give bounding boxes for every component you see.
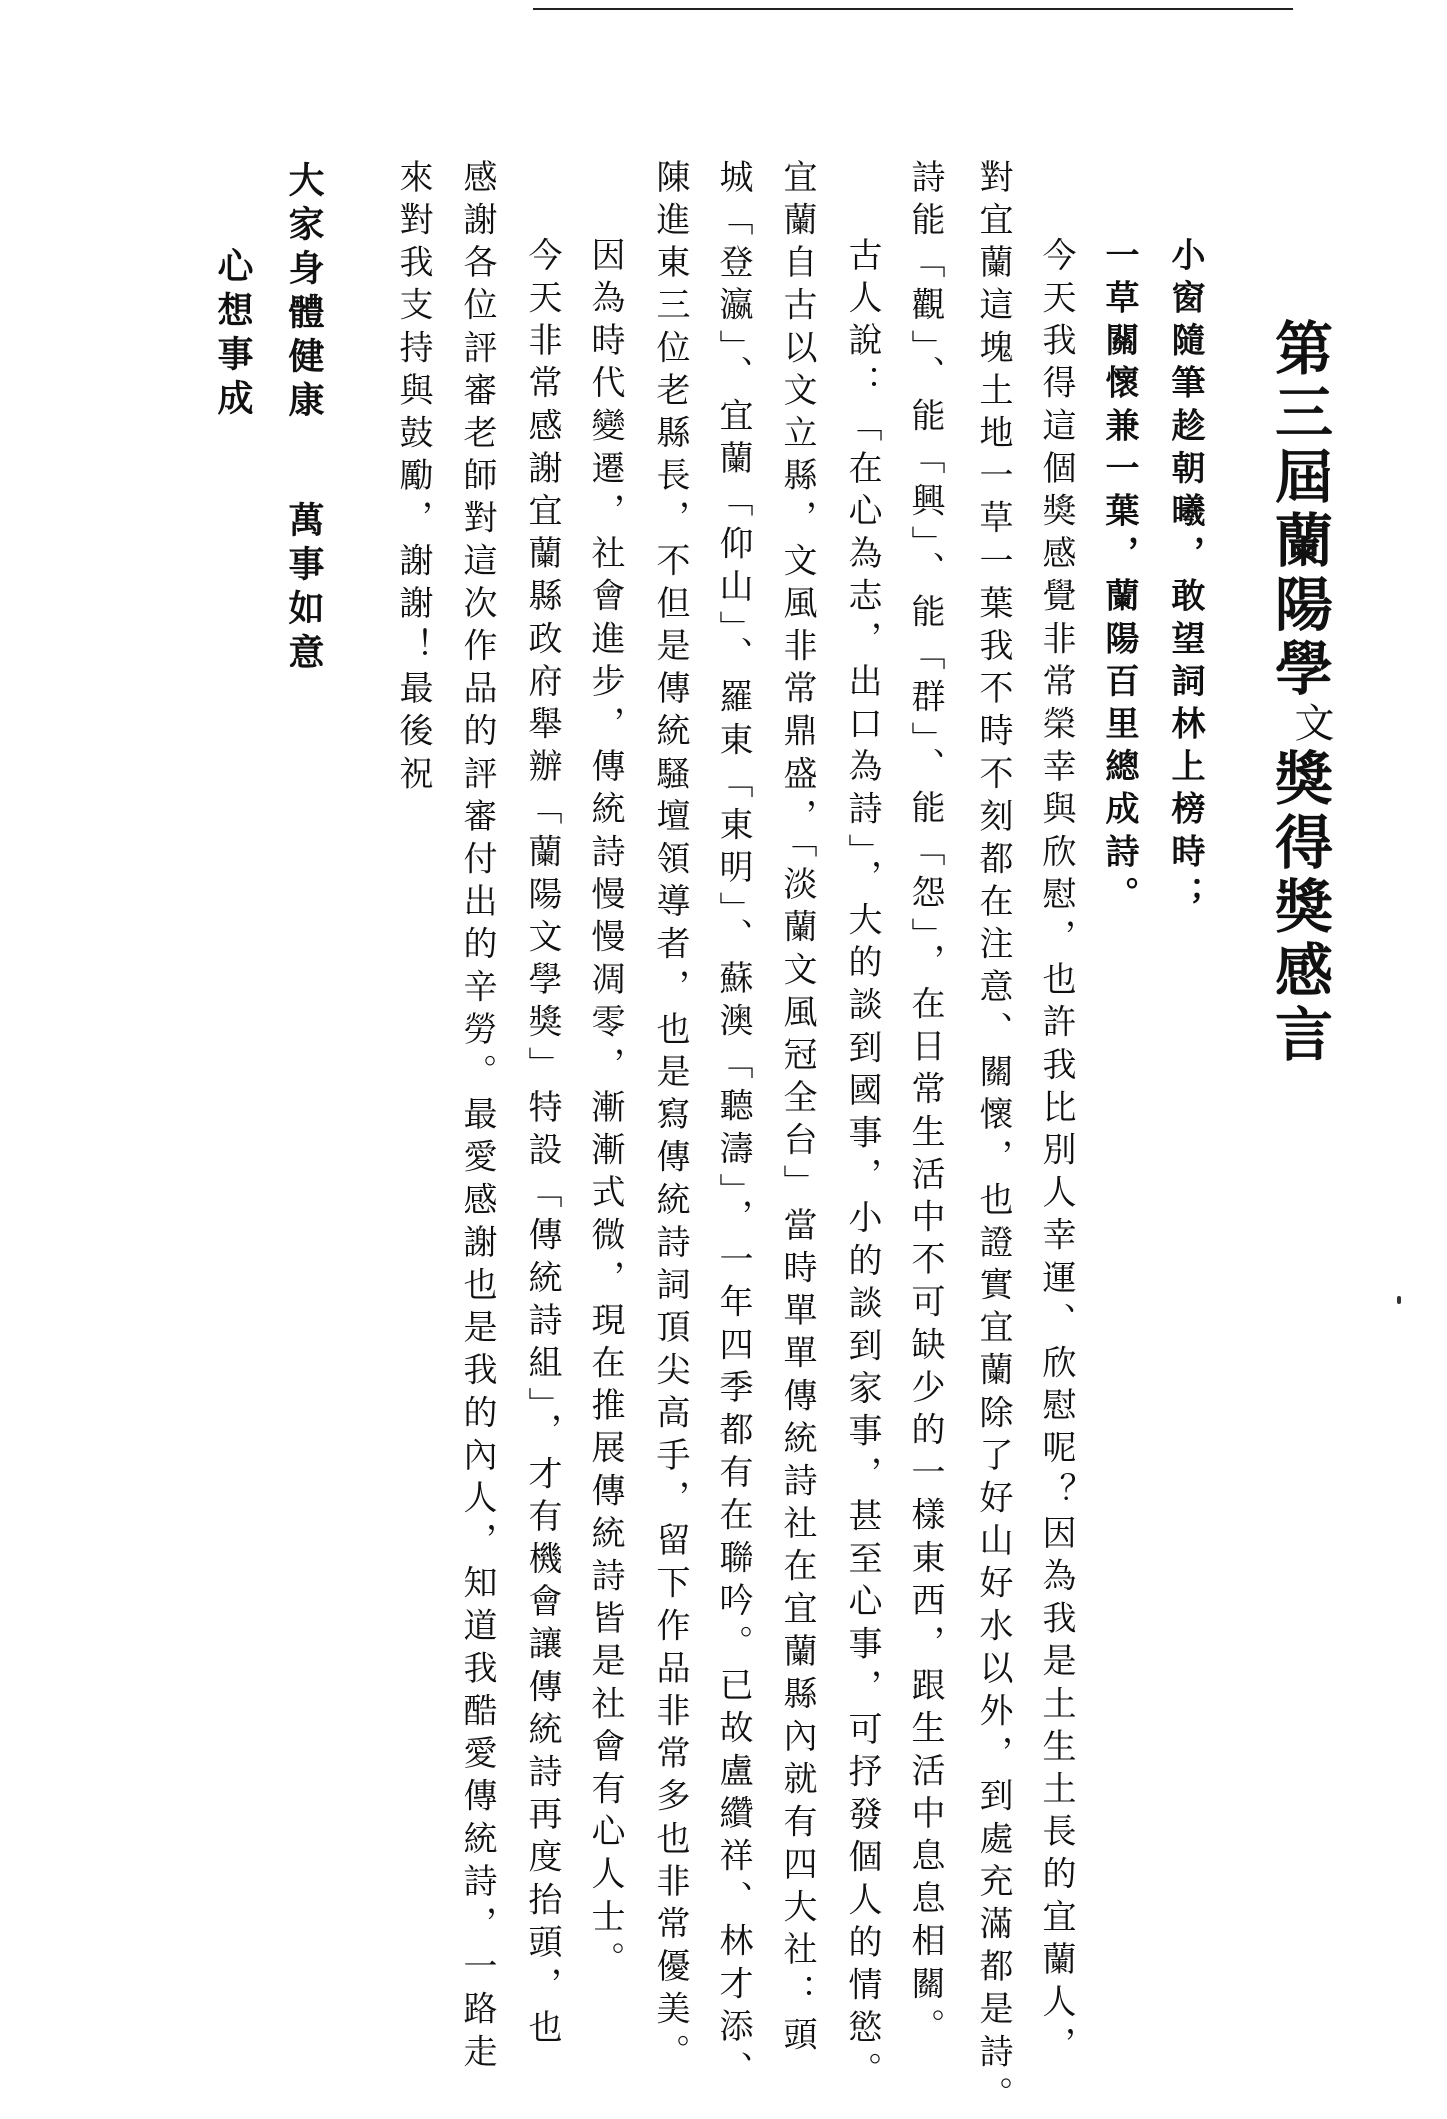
closing-wish-health: 大家身體健康 [283, 161, 325, 425]
body-column-8: 因為時代變遷，社會進步，傳統詩慢慢凋零，漸漸式微，現在推展傳統詩皆是社會有心人士。 [585, 237, 625, 1984]
body-column-11: 來對我支持與鼓勵，謝謝！最後祝 [393, 159, 433, 798]
body-column-3: 詩能「觀」、能「興」、能「群」、能「怨」，在日常生活中不可缺少的一樣東西，跟生活中息息相關。 [905, 159, 945, 2051]
body-column-5: 宜蘭自古以文立縣，文風非常鼎盛，「淡蘭文風冠全台」當時單單傳統詩社在宜蘭縣內就有四大社：頭 [777, 159, 817, 2059]
title-rest: 獎得獎感言 [1265, 748, 1333, 1068]
title-handwritten-insertion: 文 [1288, 702, 1334, 748]
body-column-1: 今天我得這個獎感覺非常榮幸與欣慰，也許我比別人幸運、欣慰呢？因為我是土生土長的宜蘭人， [1036, 237, 1076, 2069]
closing-wish-success: 萬事如意 [283, 501, 325, 677]
body-column-2: 對宜蘭這塊土地一草一葉我不時不刻都在注意、關懷，也證實宜蘭除了好山好水以外，到處充滿都是詩。 [973, 159, 1013, 2119]
closing-line-1 [283, 161, 325, 677]
page-title [1265, 318, 1334, 1068]
scan-speck [1397, 1296, 1401, 1304]
closing-line-2: 心想事成 [212, 247, 254, 423]
body-column-6: 城「登瀛」、宜蘭「仰山」、羅東「東明」、蘇澳「聽濤」，一年四季都有在聯吟。已故盧纘祥、林才添、 [713, 159, 753, 2094]
body-column-7: 陳進東三位老縣長，不但是傳統騷壇領導者，也是寫傳統詩詞頂尖高手，留下作品非常多也非常優美。 [650, 159, 690, 2076]
poem-line-2: 一草關懷兼一葉，蘭陽百里總成詩。 [1099, 237, 1139, 919]
body-column-4: 古人說：「在心為志，出口為詩」，大的談到國事，小的談到家事，甚至心事，可抒發個人的情慾。 [842, 237, 882, 2095]
title-main: 第三屆蘭陽學 [1265, 318, 1333, 702]
poem-line-1: 小窗隨筆趁朝曦，敢望詞林上榜時； [1165, 237, 1205, 919]
scan-edge-line [533, 8, 1293, 10]
body-column-10: 感謝各位評審老師對這次作品的評審付出的辛勞。最愛感謝也是我的內人，知道我酷愛傳統詩，一路走 [457, 159, 497, 2076]
body-column-9: 今天非常感謝宜蘭縣政府舉辦「蘭陽文學獎」特設「傳統詩組」，才有機會讓傳統詩再度抬頭，也 [522, 237, 562, 2052]
